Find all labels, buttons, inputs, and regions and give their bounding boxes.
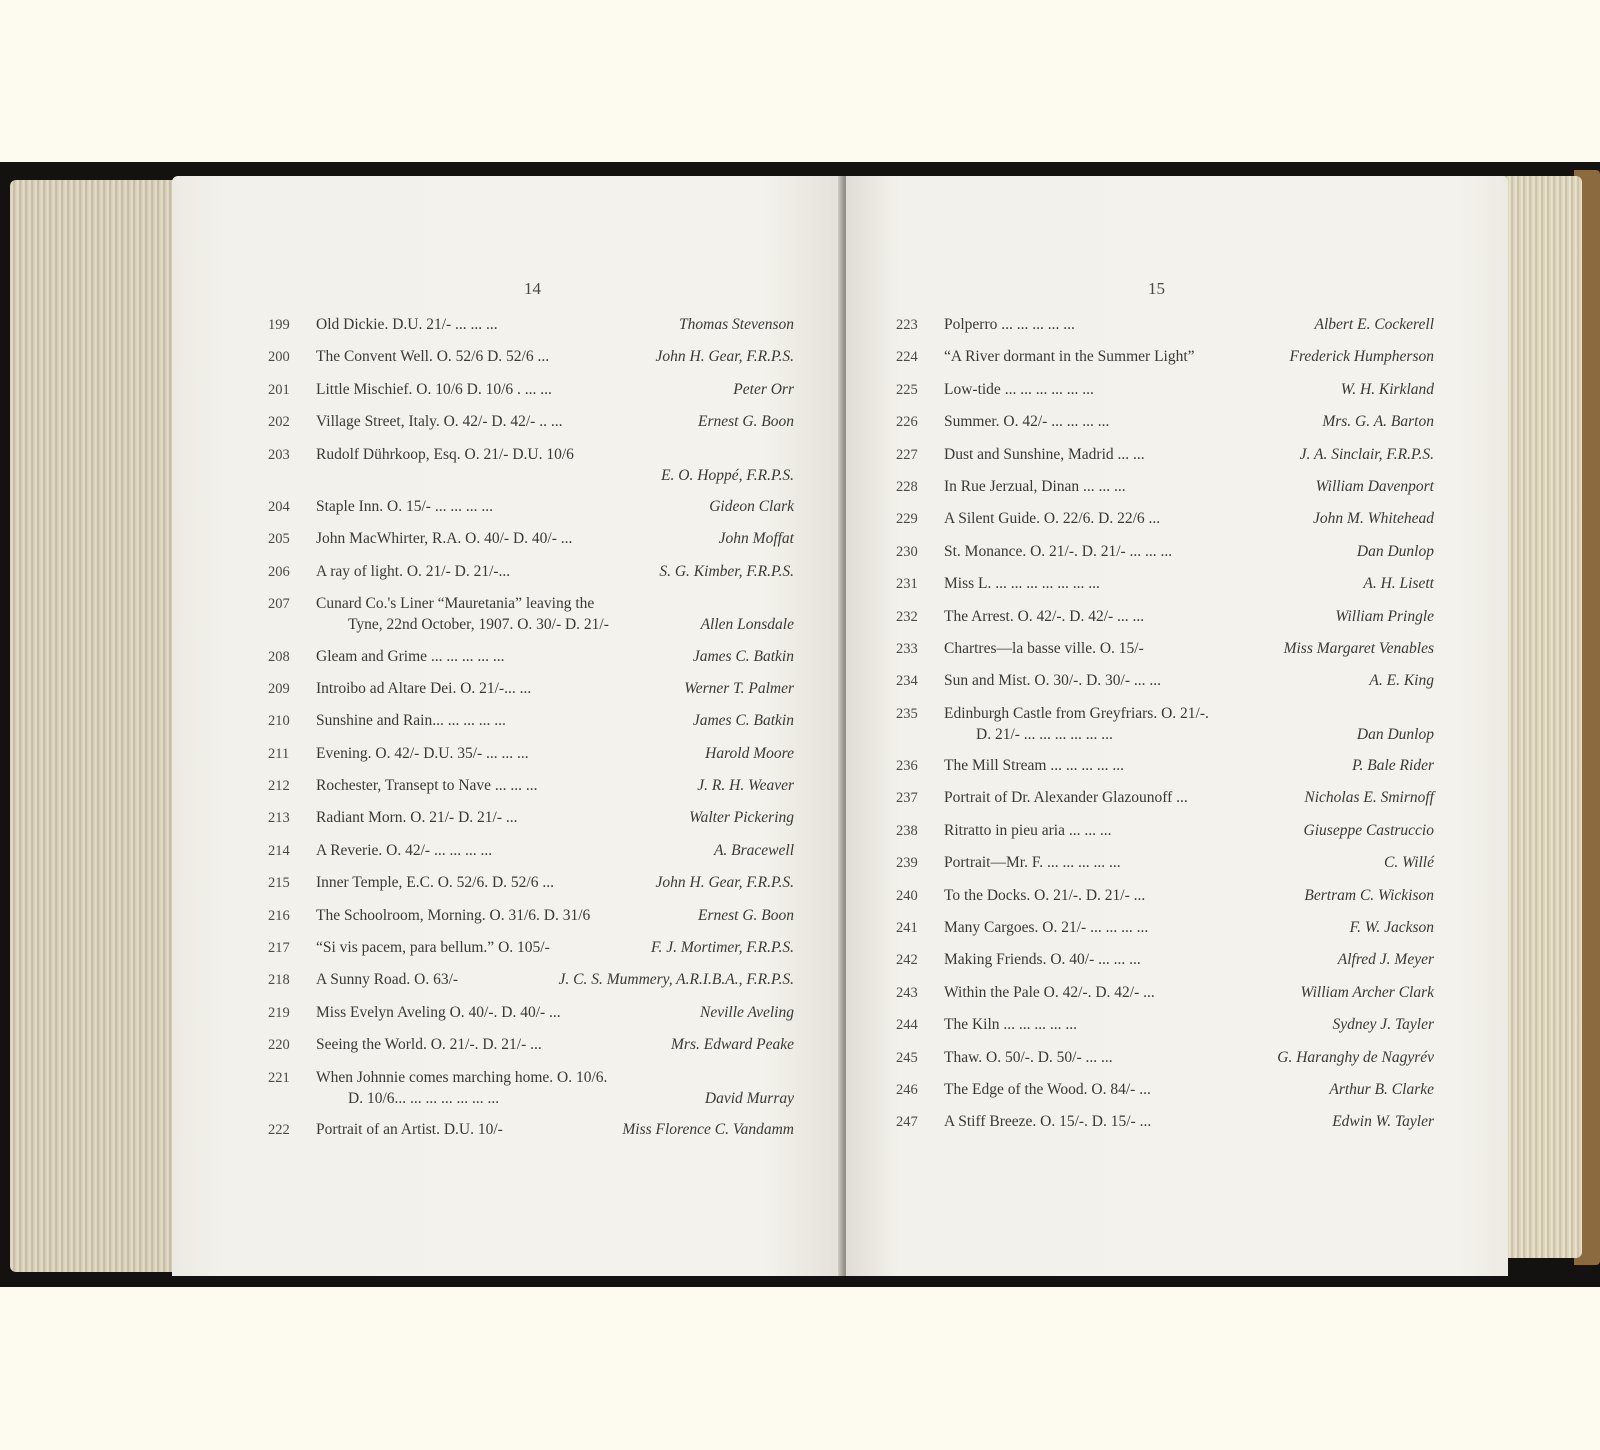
entry-artist: Nicholas E. Smirnoff	[1304, 789, 1434, 807]
entry-artist: Dan Dunlop	[1356, 725, 1434, 743]
entry-artist: P. Bale Rider	[1352, 757, 1434, 775]
entry-number: 229	[896, 511, 918, 528]
catalogue-entry	[268, 1002, 794, 1024]
entry-number: 235	[896, 705, 918, 722]
entry-body	[316, 1067, 794, 1109]
entry-artist: Mrs. G. A. Barton	[1322, 413, 1434, 431]
entry-artist: F. J. Mortimer, F.R.P.S.	[651, 939, 794, 957]
entry-artist: James C. Batkin	[692, 647, 794, 665]
entry-artist: Walter Pickering	[689, 809, 794, 827]
catalogue-entry	[896, 346, 1434, 368]
entry-number: 246	[896, 1081, 918, 1098]
catalogue-entry	[268, 314, 794, 336]
entry-body	[316, 678, 794, 699]
entry-body	[944, 314, 1434, 335]
entry-body	[316, 444, 794, 486]
catalogue-entry	[896, 982, 1434, 1004]
entry-number: 234	[896, 673, 918, 690]
entry-artist: Ernest G. Boon	[697, 413, 794, 431]
entry-number: 216	[268, 907, 290, 924]
entry-artist: Miss Margaret Venables	[1283, 639, 1434, 657]
entry-number: 204	[268, 498, 290, 515]
entry-title: Village Street, Italy. O. 42/- D. 42/- .. ...	[316, 413, 563, 431]
catalogue-entry	[896, 314, 1434, 336]
entry-artist: Sydney J. Tayler	[1332, 1016, 1434, 1034]
catalogue-entry	[896, 606, 1434, 628]
entry-title: Little Mischief. O. 10/6 D. 10/6 . ... ...	[316, 380, 552, 398]
catalogue-entry	[896, 787, 1434, 809]
entry-title: Radiant Morn. O. 21/- D. 21/- ...	[316, 809, 518, 827]
entry-number: 238	[896, 822, 918, 839]
entry-number: 240	[896, 887, 918, 904]
entry-body	[944, 411, 1434, 432]
entry-artist: Arthur B. Clarke	[1329, 1080, 1434, 1098]
entry-title: Staple Inn. O. 15/- ... ... ... ...	[316, 497, 493, 515]
entry-title: A Silent Guide. O. 22/6. D. 22/6 ...	[944, 510, 1161, 528]
left-page	[172, 176, 844, 1276]
entry-title: Thaw. O. 50/-. D. 50/- ... ...	[944, 1048, 1113, 1066]
catalogue-entry	[268, 905, 794, 927]
entry-title: Portrait of Dr. Alexander Glazounoff ...	[944, 789, 1188, 807]
entry-number: 219	[268, 1004, 290, 1021]
entry-title: A Reverie. O. 42/- ... ... ... ...	[316, 841, 493, 859]
entry-artist: J. R. H. Weaver	[697, 777, 794, 795]
catalogue-entry	[896, 703, 1434, 745]
catalogue-list-right	[896, 314, 1434, 1144]
catalogue-entry	[268, 1034, 794, 1056]
entry-body	[944, 982, 1434, 1003]
catalogue-entry	[896, 476, 1434, 498]
entry-artist: Alfred J. Meyer	[1337, 951, 1434, 969]
entry-number: 200	[268, 349, 290, 366]
entry-body	[944, 885, 1434, 906]
entry-body	[944, 820, 1434, 841]
entry-number: 215	[268, 875, 290, 892]
entry-title: To the Docks. O. 21/-. D. 21/- ...	[944, 886, 1146, 904]
entry-number: 223	[896, 317, 918, 333]
catalogue-entry	[268, 775, 794, 797]
entry-title: The Mill Stream ... ... ... ... ...	[944, 757, 1124, 775]
entry-body	[944, 541, 1434, 562]
entry-title: “Si vis pacem, para bellum.” O. 105/-	[316, 939, 550, 957]
entry-body	[944, 852, 1434, 873]
entry-number: 239	[896, 855, 918, 872]
entry-title: Portrait of an Artist. D.U. 10/-	[316, 1120, 503, 1138]
entry-artist: David Murray	[704, 1089, 794, 1107]
entry-title: Gleam and Grime ... ... ... ... ...	[316, 647, 505, 665]
entry-number: 213	[268, 810, 290, 827]
entry-number: 210	[268, 713, 290, 730]
entry-number: 205	[268, 531, 290, 548]
entry-body	[316, 710, 794, 731]
entry-body	[316, 872, 794, 893]
entry-artist: A. Bracewell	[713, 841, 794, 859]
entry-body	[944, 1047, 1434, 1068]
entry-body	[316, 807, 794, 828]
entry-title: The Arrest. O. 42/-. D. 42/- ... ...	[944, 607, 1145, 625]
catalogue-list-left	[268, 314, 794, 1151]
entry-artist: William Pringle	[1335, 607, 1434, 625]
entry-title: Seeing the World. O. 21/-. D. 21/- ...	[316, 1036, 542, 1054]
entry-title: The Kiln ... ... ... ... ...	[944, 1016, 1078, 1034]
entry-title: A ray of light. O. 21/- D. 21/-...	[316, 562, 511, 580]
entry-body	[316, 1119, 794, 1140]
catalogue-entry	[268, 807, 794, 829]
entry-body	[944, 1111, 1434, 1132]
entry-number: 221	[268, 1069, 290, 1086]
entry-number: 206	[268, 563, 290, 580]
catalogue-entry	[268, 593, 794, 635]
entry-artist: Dan Dunlop	[1356, 542, 1434, 560]
catalogue-entry	[896, 885, 1434, 907]
entry-number: 230	[896, 543, 918, 560]
entry-title: Old Dickie. D.U. 21/- ... ... ...	[316, 316, 498, 333]
entry-body	[316, 593, 794, 635]
entry-title: A Sunny Road. O. 63/-	[316, 971, 459, 989]
entry-number: 220	[268, 1037, 290, 1054]
entry-artist: S. G. Kimber, F.R.P.S.	[659, 562, 794, 580]
entry-title: The Edge of the Wood. O. 84/- ...	[944, 1080, 1151, 1098]
catalogue-entry	[268, 840, 794, 862]
entry-body	[944, 917, 1434, 938]
entry-number: 217	[268, 940, 290, 957]
catalogue-entry	[896, 573, 1434, 595]
entry-number: 202	[268, 414, 290, 431]
entry-body	[316, 646, 794, 667]
entry-title: The Convent Well. O. 52/6 D. 52/6 ...	[316, 348, 550, 366]
entry-title: Portrait—Mr. F. ... ... ... ... ...	[944, 854, 1121, 872]
catalogue-entry	[896, 917, 1434, 939]
entry-title: Summer. O. 42/- ... ... ... ...	[944, 413, 1110, 431]
right-page	[846, 176, 1508, 1276]
catalogue-entry	[268, 743, 794, 765]
entry-body	[944, 755, 1434, 776]
entry-title: Cunard Co.'s Liner “Mauretania” leaving the	[316, 595, 595, 613]
entry-number: 208	[268, 648, 290, 665]
entry-body	[944, 670, 1434, 691]
entry-body	[316, 937, 794, 958]
entry-number: 226	[896, 414, 918, 431]
entry-continuation-text: D. 21/- ... ... ... ... ... ...	[976, 725, 1113, 743]
entry-body	[316, 561, 794, 582]
entry-number: 236	[896, 758, 918, 775]
entry-artist: F. W. Jackson	[1349, 919, 1434, 937]
entry-body	[944, 606, 1434, 627]
entry-artist: Albert E. Cockerell	[1314, 316, 1434, 333]
entry-title: Rudolf Dührkoop, Esq. O. 21/- D.U. 10/6	[316, 445, 574, 463]
entry-continuation	[944, 724, 1434, 745]
entry-number: 241	[896, 920, 918, 937]
entry-body	[944, 1079, 1434, 1100]
entry-body	[316, 528, 794, 549]
entry-number: 247	[896, 1114, 918, 1131]
entry-artist: Frederick Humpherson	[1289, 348, 1434, 366]
entry-artist: Harold Moore	[705, 744, 794, 762]
catalogue-entry	[896, 1111, 1434, 1133]
open-book	[0, 162, 1600, 1287]
catalogue-entry	[268, 346, 794, 368]
page-number: 15	[1148, 279, 1165, 298]
catalogue-entry	[896, 508, 1434, 530]
catalogue-entry	[268, 646, 794, 668]
entry-artist: G. Haranghy de Nagyrév	[1277, 1048, 1434, 1066]
catalogue-entry	[268, 1119, 794, 1141]
entry-title: Miss Evelyn Aveling O. 40/-. D. 40/- ...	[316, 1003, 561, 1021]
entry-body	[316, 1002, 794, 1023]
entry-artist: John H. Gear, F.R.P.S.	[655, 348, 794, 366]
entry-title: Rochester, Transept to Nave ... ... ...	[316, 777, 538, 795]
entry-title: Sun and Mist. O. 30/-. D. 30/- ... ...	[944, 672, 1161, 690]
entry-number: 243	[896, 984, 918, 1001]
entry-number: 233	[896, 640, 918, 657]
entry-title: Sunshine and Rain... ... ... ... ...	[316, 712, 506, 730]
entry-artist: Thomas Stevenson	[679, 316, 794, 333]
entry-artist: Giuseppe Castruccio	[1303, 821, 1434, 839]
entry-title: Within the Pale O. 42/-. D. 42/- ...	[944, 983, 1155, 1001]
entry-body	[944, 444, 1434, 465]
entry-number: 203	[268, 446, 290, 463]
catalogue-entry	[896, 820, 1434, 842]
entry-body	[944, 573, 1434, 594]
entry-artist: Bertram C. Wickison	[1304, 886, 1434, 904]
entry-number: 237	[896, 790, 918, 807]
entry-title: St. Monance. O. 21/-. D. 21/- ... ... ...	[944, 542, 1173, 560]
entry-artist: Edwin W. Tayler	[1332, 1113, 1434, 1131]
catalogue-entry	[896, 411, 1434, 433]
entry-artist: Miss Florence C. Vandamm	[622, 1120, 794, 1138]
entry-body	[944, 787, 1434, 808]
catalogue-entry	[268, 411, 794, 433]
entry-number: 222	[268, 1121, 290, 1138]
catalogue-entry	[268, 496, 794, 518]
entry-continuation	[316, 614, 794, 635]
entry-number: 207	[268, 596, 290, 613]
entry-body	[316, 743, 794, 764]
entry-title: Miss L. ... ... ... ... ... ... ...	[944, 575, 1100, 593]
entry-number: 214	[268, 842, 290, 859]
entry-title: Making Friends. O. 40/- ... ... ...	[944, 951, 1141, 969]
entry-artist: Werner T. Palmer	[684, 679, 794, 697]
entry-artist: A. E. King	[1369, 672, 1434, 690]
catalogue-entry	[268, 528, 794, 550]
entry-title: Low-tide ... ... ... ... ... ...	[944, 380, 1094, 398]
entry-artist: William Archer Clark	[1300, 983, 1434, 1001]
entry-number: 199	[268, 317, 290, 333]
entry-body	[316, 346, 794, 367]
entry-body	[316, 411, 794, 432]
catalogue-entry	[896, 755, 1434, 777]
entry-body	[316, 775, 794, 796]
entry-title: Chartres—la basse ville. O. 15/-	[944, 639, 1144, 657]
entry-artist: Gideon Clark	[709, 497, 794, 515]
entry-artist: Neville Aveling	[700, 1003, 794, 1021]
entry-title: When Johnnie comes marching home. O. 10/6.	[316, 1068, 608, 1086]
catalogue-entry	[896, 852, 1434, 874]
entry-title: John MacWhirter, R.A. O. 40/- D. 40/- ...	[316, 530, 573, 548]
entry-body	[316, 314, 794, 335]
entry-body	[316, 969, 794, 990]
entry-title: A Stiff Breeze. O. 15/-. D. 15/- ...	[944, 1113, 1152, 1131]
entry-title: Edinburgh Castle from Greyfriars. O. 21/-.	[944, 704, 1209, 722]
entry-artist: Ernest G. Boon	[697, 906, 794, 924]
entry-body	[316, 379, 794, 400]
entry-title: Introibo ad Altare Dei. O. 21/-... ...	[316, 679, 532, 697]
entry-number: 244	[896, 1017, 918, 1034]
entry-number: 225	[896, 381, 918, 398]
entry-title: Evening. O. 42/- D.U. 35/- ... ... ...	[316, 744, 529, 762]
entry-number: 201	[268, 381, 290, 398]
entry-title: In Rue Jerzual, Dinan ... ... ...	[944, 477, 1126, 495]
entry-title: Polperro ... ... ... ... ...	[944, 316, 1075, 333]
catalogue-entry	[268, 969, 794, 991]
entry-body	[944, 703, 1434, 745]
catalogue-entry	[268, 1067, 794, 1109]
entry-number: 228	[896, 478, 918, 495]
catalogue-entry	[896, 379, 1434, 401]
catalogue-entry	[896, 949, 1434, 971]
entry-title: Dust and Sunshine, Madrid ... ...	[944, 445, 1145, 463]
entry-title: “A River dormant in the Summer Light”	[944, 348, 1195, 366]
entry-body	[316, 496, 794, 517]
entry-continuation-text: Tyne, 22nd October, 1907. O. 30/- D. 21/-	[348, 616, 609, 634]
entry-number: 224	[896, 349, 918, 366]
catalogue-entry	[896, 1047, 1434, 1069]
entry-number: 232	[896, 608, 918, 625]
entry-body	[316, 905, 794, 926]
entry-number: 227	[896, 446, 918, 463]
entry-body	[944, 1014, 1434, 1035]
entry-body	[316, 1034, 794, 1055]
catalogue-entry	[896, 1079, 1434, 1101]
catalogue-entry	[268, 937, 794, 959]
catalogue-entry	[268, 710, 794, 732]
catalogue-entry	[896, 1014, 1434, 1036]
entry-artist: Allen Lonsdale	[700, 616, 794, 634]
entry-artist: A. H. Lisett	[1363, 575, 1434, 593]
entry-title: The Schoolroom, Morning. O. 31/6. D. 31/6	[316, 906, 591, 924]
entry-body	[944, 638, 1434, 659]
entry-body	[944, 476, 1434, 497]
entry-body	[316, 840, 794, 861]
entry-artist: J. A. Sinclair, F.R.P.S.	[1299, 445, 1434, 463]
catalogue-entry	[268, 678, 794, 700]
page-edges-left	[10, 180, 180, 1272]
entry-number: 212	[268, 778, 290, 795]
entry-artist: William Davenport	[1315, 477, 1434, 495]
entry-number: 211	[268, 745, 290, 762]
entry-artist: J. C. S. Mummery, A.R.I.B.A., F.R.P.S.	[558, 971, 794, 989]
catalogue-entry	[896, 670, 1434, 692]
entry-number: 245	[896, 1049, 918, 1066]
entry-artist: James C. Batkin	[692, 712, 794, 730]
catalogue-entry	[268, 444, 794, 486]
entry-continuation-text: D. 10/6... ... ... ... ... ... ...	[348, 1089, 500, 1107]
catalogue-entry	[896, 541, 1434, 563]
entry-title: Ritratto in pieu aria ... ... ...	[944, 821, 1112, 839]
entry-number: 231	[896, 576, 918, 593]
entry-artist: John H. Gear, F.R.P.S.	[655, 874, 794, 892]
catalogue-entry	[268, 872, 794, 894]
entry-artist: John Moffat	[718, 530, 794, 548]
entry-number: 242	[896, 952, 918, 969]
catalogue-entry	[268, 379, 794, 401]
catalogue-entry	[896, 444, 1434, 466]
entry-continuation	[316, 1088, 794, 1109]
page-number: 14	[524, 279, 541, 298]
entry-body	[944, 379, 1434, 400]
entry-artist: W. H. Kirkland	[1340, 380, 1434, 398]
catalogue-entry	[268, 561, 794, 583]
entry-body	[944, 949, 1434, 970]
entry-artist: C. Willé	[1384, 854, 1434, 872]
entry-body	[944, 346, 1434, 367]
entry-body	[944, 508, 1434, 529]
entry-number: 218	[268, 972, 290, 989]
entry-artist: E. O. Hoppé, F.R.P.S.	[661, 466, 794, 484]
entry-artist: John M. Whitehead	[1313, 510, 1434, 528]
catalogue-entry	[896, 638, 1434, 660]
entry-title: Many Cargoes. O. 21/- ... ... ... ...	[944, 919, 1149, 937]
entry-artist: Peter Orr	[733, 380, 794, 398]
entry-title: Inner Temple, E.C. O. 52/6. D. 52/6 ...	[316, 874, 554, 892]
entry-number: 209	[268, 680, 290, 697]
entry-artist: Mrs. Edward Peake	[671, 1036, 794, 1054]
